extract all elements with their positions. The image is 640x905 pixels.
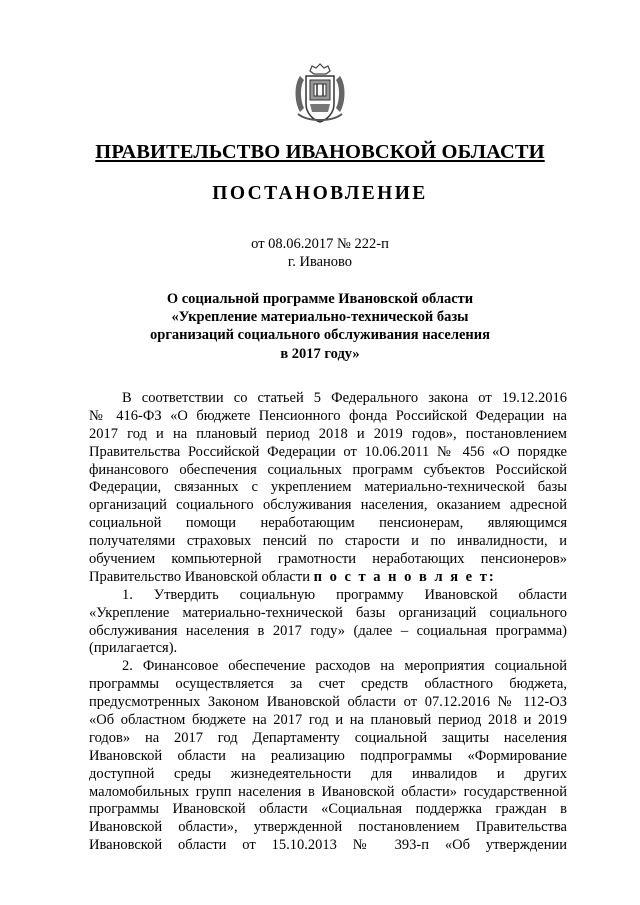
date-number: от 08.06.2017 № 222-п (251, 236, 389, 252)
body-line: 2017 год и на плановый период 2018 и 2019 годов», постановлением (89, 425, 567, 442)
body-line: Федерации, связанных с укреплением материально-технической базы (89, 479, 567, 496)
body-line: 2. Финансовое обеспечение расходов на мероприятия социальной (122, 658, 567, 675)
body-line: 1. Утвердить социальную программу Ивановской области (122, 586, 567, 603)
body-line: Ивановской области», утвержденной постановлением Правительства (89, 819, 567, 836)
date-line (0, 235, 640, 271)
body-line: обслуживания населения в 2017 году» (далее – социальная программа) (89, 622, 567, 639)
government-heading: ПРАВИТЕЛЬСТВО ИВАНОВСКОЙ ОБЛАСТИ (95, 141, 545, 163)
body-line: «Об областном бюджете на 2017 год и на плановый период 2018 и 2019 (89, 712, 567, 729)
title-line: организаций социального обслуживания населения (150, 327, 490, 344)
body-line: организаций социального обслуживания населения, оказанием адресной (89, 497, 567, 514)
document-type: ПОСТАНОВЛЕНИЕ (212, 183, 428, 204)
document-title (80, 290, 560, 363)
title-line: О социальной программе Ивановской области (166, 291, 474, 307)
body-line: № 416-ФЗ «О бюджете Пенсионного фонда Российской Федерации на (89, 407, 567, 424)
body-line: В соответствии со статьей 5 Федерального закона от 19.12.2016 (122, 390, 567, 406)
body-line: доступной среды жизнедеятельности для инвалидов и других (89, 765, 567, 782)
body-line: программы осуществляется за счет средств областного бюджета, (89, 676, 567, 693)
body-line: финансового обеспечения социальных программ субъектов Российской (89, 461, 567, 478)
body-line: годов» на 2017 год Департаменту социальной защиты населения (89, 729, 567, 746)
body-line: программы Ивановской области «Социальная поддержка граждан в (89, 801, 567, 818)
body-line: Ивановской области от 15.10.2013 № 393-п «Об утверждении (89, 837, 567, 854)
title-line: «Укрепление материально-технической базы (171, 309, 469, 326)
body-line: социальной помощи неработающим пенсионерам, являющимся (89, 515, 567, 532)
body-line: (прилагается). (89, 640, 178, 657)
body-line: обучением компьютерной грамотности неработающих пенсионеров» (89, 551, 567, 568)
body-line: получателями страховых пенсий по старости и по инвалидности, и (89, 533, 567, 550)
city: г. Иваново (287, 254, 353, 270)
body-line: предусмотренных Законом Ивановской области от 07.12.2016 № 112-ОЗ (89, 694, 567, 711)
body-line: «Укрепление материально-технической базы организаций социального (89, 604, 567, 621)
body-line: Правительства Российской Федерации от 10.06.2011 № 456 «О порядке (89, 443, 567, 460)
title-line: в 2017 году» (280, 345, 360, 362)
document-body (89, 390, 567, 855)
decree-word: п о с т а н о в л я е т: (313, 568, 496, 585)
body-line: Ивановской области на реализацию подпрограммы «Формирование (89, 747, 567, 764)
body-line: маломобильных групп населения в Ивановской области» государственной (89, 783, 567, 800)
body-line-decree (89, 569, 567, 587)
body-line: Правительство Ивановской области (89, 568, 310, 585)
coat-of-arms-emblem (290, 62, 350, 126)
